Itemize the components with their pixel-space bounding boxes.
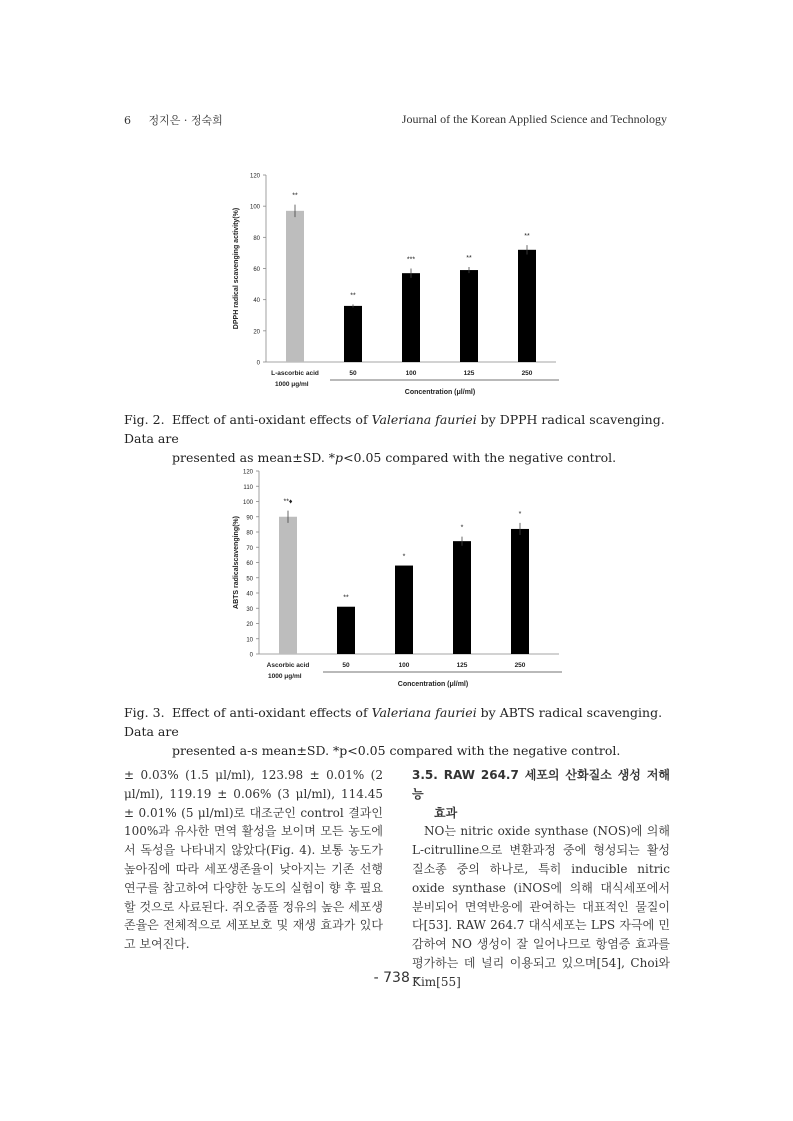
header-authors: 정지은 · 정숙희 bbox=[148, 114, 223, 127]
x-tick-label: 50 bbox=[342, 662, 350, 669]
significance-marker: ** bbox=[350, 292, 356, 300]
y-tick-label: 10 bbox=[246, 637, 253, 644]
bar bbox=[344, 306, 362, 362]
y-tick-label: 60 bbox=[253, 267, 260, 273]
x-tick-label: 125 bbox=[463, 370, 475, 377]
x-tick-label: Ascorbic acid bbox=[266, 662, 310, 669]
body-paragraph: ± 0.03% (1.5 μl/ml), 123.98 ± 0.01% (2 μl/ml), 119.19 ± 0.06% (3 μl/ml), 114.45 ± 0.01% (5 μl/ml)로 대조군인 control 결과인 100%과 유사한 면역 활성을 보이며 모든 농도에서 독성을 나타내지 않았다(Fig. 4). 보통 농도가 높아짐에 따라 세포생존율이 낮아지는 기존 선행 연구를 참고하여 다양한 농도의 실험이 향 후 필요할 것으로 사료된다. 쥐오줌풀 정유의 높은 세포생존율은 전체적으로 세포보호 및 재생 효과가 있다고 보여진다. bbox=[124, 768, 383, 952]
significance-marker: ** bbox=[292, 192, 298, 200]
section-heading bbox=[412, 766, 670, 822]
y-tick-label: 50 bbox=[246, 576, 253, 583]
y-tick-label: 40 bbox=[246, 591, 253, 598]
caption-text: by ABTS radical scavenging. Data are bbox=[124, 705, 663, 739]
y-tick-label: 40 bbox=[253, 298, 260, 305]
right-column bbox=[412, 766, 670, 992]
caption-text: <0.05 compared with the negative control. bbox=[343, 450, 617, 465]
figure-3-chart bbox=[226, 463, 566, 699]
bar bbox=[279, 517, 297, 654]
x-tick-label: 50 bbox=[349, 370, 357, 377]
x-tick-label: L-ascorbic acid bbox=[271, 370, 319, 377]
species-name: Valeriana fauriei bbox=[371, 705, 477, 720]
x-tick-label: 250 bbox=[521, 370, 533, 377]
significance-marker: ** bbox=[343, 594, 349, 602]
caption-text: presented as mean±SD. * bbox=[172, 450, 336, 465]
section-heading-line1: 3.5. RAW 264.7 세포의 산화질소 생성 저해능 bbox=[412, 768, 670, 801]
significance-marker: * bbox=[460, 524, 464, 532]
figure-2-label: Fig. 2. bbox=[124, 412, 165, 427]
y-tick-label: 100 bbox=[242, 500, 253, 506]
left-column bbox=[124, 766, 383, 954]
dpph-bar-chart bbox=[226, 168, 566, 403]
running-header-left bbox=[124, 112, 223, 128]
y-tick-label: 80 bbox=[253, 235, 260, 242]
species-name: Valeriana fauriei bbox=[371, 412, 477, 427]
x-tick-label: 125 bbox=[456, 662, 468, 669]
x-tick-label: 100 bbox=[405, 370, 417, 377]
caption-text: presented a-s mean±SD. *p<0.05 compared with the negative control. bbox=[172, 743, 621, 758]
y-axis-title: DPPH radical scavenging activity(%) bbox=[233, 207, 240, 330]
significance-marker: *** bbox=[406, 256, 416, 264]
figure-2-chart bbox=[226, 168, 566, 407]
caption-text: Effect of anti-oxidant effects of bbox=[172, 705, 372, 720]
y-tick-label: 0 bbox=[256, 360, 260, 367]
y-tick-label: 30 bbox=[246, 606, 253, 613]
running-header-journal: Journal of the Korean Applied Science and Technology bbox=[401, 112, 667, 126]
x-tick-label: 100 bbox=[398, 662, 410, 669]
y-tick-label: 20 bbox=[253, 329, 260, 336]
y-tick-label: 70 bbox=[246, 545, 253, 552]
significance-marker: * bbox=[518, 510, 522, 518]
bar bbox=[518, 250, 536, 362]
page-number: 6 bbox=[124, 114, 131, 127]
p-value-symbol: p bbox=[335, 450, 344, 465]
x-axis-title: Concentration (μl/ml) bbox=[397, 681, 469, 688]
bar bbox=[511, 529, 529, 654]
y-tick-label: 100 bbox=[249, 204, 260, 211]
y-tick-label: 0 bbox=[249, 652, 253, 659]
section-heading-line2: 효과 bbox=[434, 805, 458, 820]
figure-3-caption bbox=[124, 703, 670, 760]
caption-text: Effect of anti-oxidant effects of bbox=[172, 412, 372, 427]
bar bbox=[395, 566, 413, 654]
bar bbox=[286, 211, 304, 362]
x-tick-sublabel: 1000 μg/ml bbox=[275, 381, 309, 388]
y-axis-title: ABTS radicalscavenging(%) bbox=[233, 516, 240, 609]
y-tick-label: 120 bbox=[249, 173, 260, 180]
caption-text: by DPPH radical scavenging. Data are bbox=[124, 412, 665, 446]
x-axis-title: Concentration (μl/ml) bbox=[404, 389, 476, 396]
x-tick-label: 250 bbox=[514, 662, 526, 669]
y-tick-label: 80 bbox=[246, 530, 253, 537]
significance-marker: * bbox=[402, 553, 406, 561]
significance-marker: ** bbox=[524, 233, 530, 241]
body-paragraph: NO는 nitric oxide synthase (NOS)에 의해 L-citrulline으로 변환과정 중에 형성되는 활성 질소종 중의 하나로, 특히 inducible nitric oxide synthase (iNOS에 의해 대식세포에서 분비되어 면역반응에 관여하는 대표적인 물질이다[53]. RAW 264.7 대식세포는 LPS 자극에 민감하여 NO 생성이 잘 일어나므로 항염증 효과를 평가하는 데 널리 이용되고 있으며[54], Choi와 Kim[55] bbox=[412, 824, 670, 989]
y-tick-label: 110 bbox=[243, 484, 253, 491]
figure-3-label: Fig. 3. bbox=[124, 705, 165, 720]
y-tick-label: 90 bbox=[246, 515, 253, 522]
figure-2-caption bbox=[124, 410, 670, 467]
significance-marker: **♦ bbox=[283, 498, 293, 506]
significance-marker: ** bbox=[466, 254, 472, 262]
bar bbox=[402, 273, 420, 362]
page-footer-number: - 738 - bbox=[373, 970, 420, 986]
y-tick-label: 60 bbox=[246, 561, 253, 567]
x-tick-sublabel: 1000 μg/ml bbox=[268, 673, 302, 680]
bar bbox=[337, 607, 355, 654]
y-tick-label: 120 bbox=[242, 469, 253, 476]
abts-bar-chart bbox=[226, 463, 566, 695]
bar bbox=[460, 270, 478, 362]
y-tick-label: 20 bbox=[246, 622, 253, 628]
bar bbox=[453, 541, 471, 654]
